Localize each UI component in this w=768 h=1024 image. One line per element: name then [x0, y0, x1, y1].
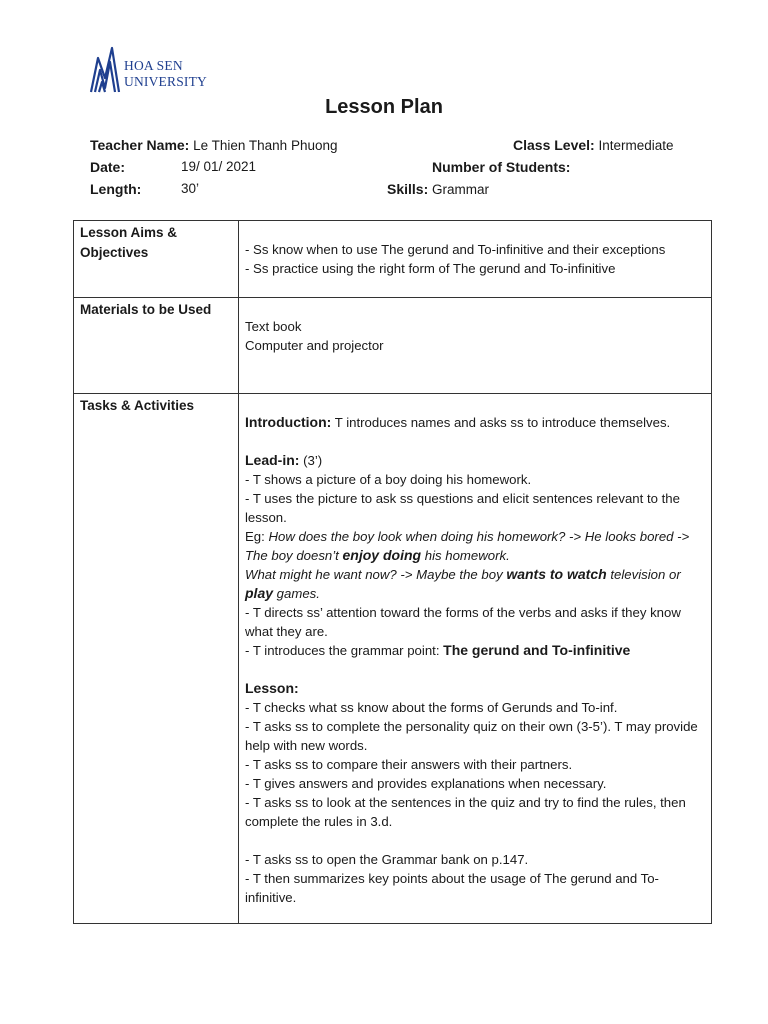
class-level-label: Class Level: — [513, 137, 595, 153]
materials-label: Materials to be Used — [74, 298, 239, 394]
logo-line-2: UNIVERSITY — [124, 74, 207, 89]
aims-label-line-2: Objectives — [80, 245, 149, 260]
tasks-row — [74, 394, 712, 924]
example-prefix: Eg: — [245, 529, 269, 544]
example-1-bold: enjoy doing — [342, 547, 422, 563]
date-value: 19/ 01/ 2021 — [181, 159, 257, 174]
introduction-text: T introduces names and asks ss to introduce themselves. — [331, 415, 671, 430]
students-field — [432, 159, 570, 175]
aims-content — [239, 221, 712, 298]
skills-field — [387, 181, 489, 197]
length-label-field — [90, 181, 141, 197]
grammar-point-line — [245, 641, 705, 660]
example-1 — [245, 527, 705, 565]
lesson-line: - T gives answers and provides explanations when necessary. — [245, 776, 607, 791]
introduction-line — [245, 413, 705, 432]
teacher-name-field — [90, 137, 337, 153]
example-1-end: his homework. — [421, 548, 510, 563]
leadin-time: (3’) — [299, 453, 323, 468]
task-line: - T uses the picture to ask ss questions and elicit sentences relevant to the lesson. — [245, 491, 680, 525]
length-label: Length: — [90, 181, 142, 197]
final-line: - T then summarizes key points about the usage of The gerund and To-infinitive. — [245, 871, 659, 905]
grammar-point-bold: The gerund and To-infinitive — [443, 642, 631, 658]
example-2-end: games. — [273, 586, 320, 601]
materials-row — [74, 298, 712, 394]
aim-line: - Ss practice using the right form of The gerund and To-infinitive — [245, 261, 616, 276]
example-2-text: What might he want now? -> Maybe the boy — [245, 567, 507, 582]
teacher-value: Le Thien Thanh Phuong — [193, 138, 338, 153]
materials-content — [239, 298, 712, 394]
aims-label — [74, 221, 239, 298]
page-title: Lesson Plan — [325, 96, 443, 118]
lesson-heading: Lesson: — [245, 680, 299, 696]
lesson-line: - T asks ss to complete the personality quiz on their own (3-5’). T may provide help with new words. — [245, 719, 698, 753]
class-level-value: Intermediate — [598, 138, 674, 153]
aims-row — [74, 221, 712, 298]
lesson-line: - T asks ss to look at the sentences in the quiz and try to find the rules, then complete the rules in 3.d. — [245, 795, 686, 829]
lesson-line: - T asks ss to compare their answers with their partners. — [245, 757, 573, 772]
material-line: Text book — [245, 319, 302, 334]
example-2 — [245, 565, 705, 603]
example-2-bold: wants to watch — [506, 566, 607, 582]
class-level-field — [513, 137, 674, 153]
lotus-icon — [88, 44, 122, 96]
material-line: Computer and projector — [245, 338, 384, 353]
skills-value: Grammar — [432, 182, 490, 197]
students-label: Number of Students: — [432, 159, 571, 175]
final-line: - T asks ss to open the Grammar bank on p.147. — [245, 852, 529, 867]
introduction-heading: Introduction: — [245, 414, 332, 430]
task-line: - T directs ss’ attention toward the forms of the verbs and asks if they know what they are. — [245, 605, 681, 639]
date-label-field — [90, 159, 125, 175]
aim-line: - Ss know when to use The gerund and To-infinitive and their exceptions — [245, 242, 666, 257]
lesson-line: - T checks what ss know about the forms of Gerunds and To-inf. — [245, 700, 618, 715]
university-logo — [88, 44, 207, 96]
teacher-label: Teacher Name: — [90, 137, 190, 153]
logo-line-1: HOA SEN — [124, 58, 183, 73]
aims-label-line-1: Lesson Aims & — [80, 225, 178, 240]
skills-label: Skills: — [387, 181, 429, 197]
task-line: - T shows a picture of a boy doing his homework. — [245, 472, 532, 487]
lesson-plan-table — [73, 220, 712, 924]
leadin-heading: Lead-in: — [245, 452, 300, 468]
tasks-label: Tasks & Activities — [74, 394, 239, 924]
tasks-content — [239, 394, 712, 924]
date-label: Date: — [90, 159, 126, 175]
example-2-bold-2: play — [245, 585, 274, 601]
example-2-mid: television or — [606, 567, 681, 582]
example-1-text: How does the boy look when doing his homework? -> He looks bored -> The boy doesn’t — [245, 529, 690, 563]
leadin-line — [245, 451, 705, 470]
length-value: 30’ — [181, 181, 200, 196]
grammar-point-text: - T introduces the grammar point: — [245, 643, 444, 658]
